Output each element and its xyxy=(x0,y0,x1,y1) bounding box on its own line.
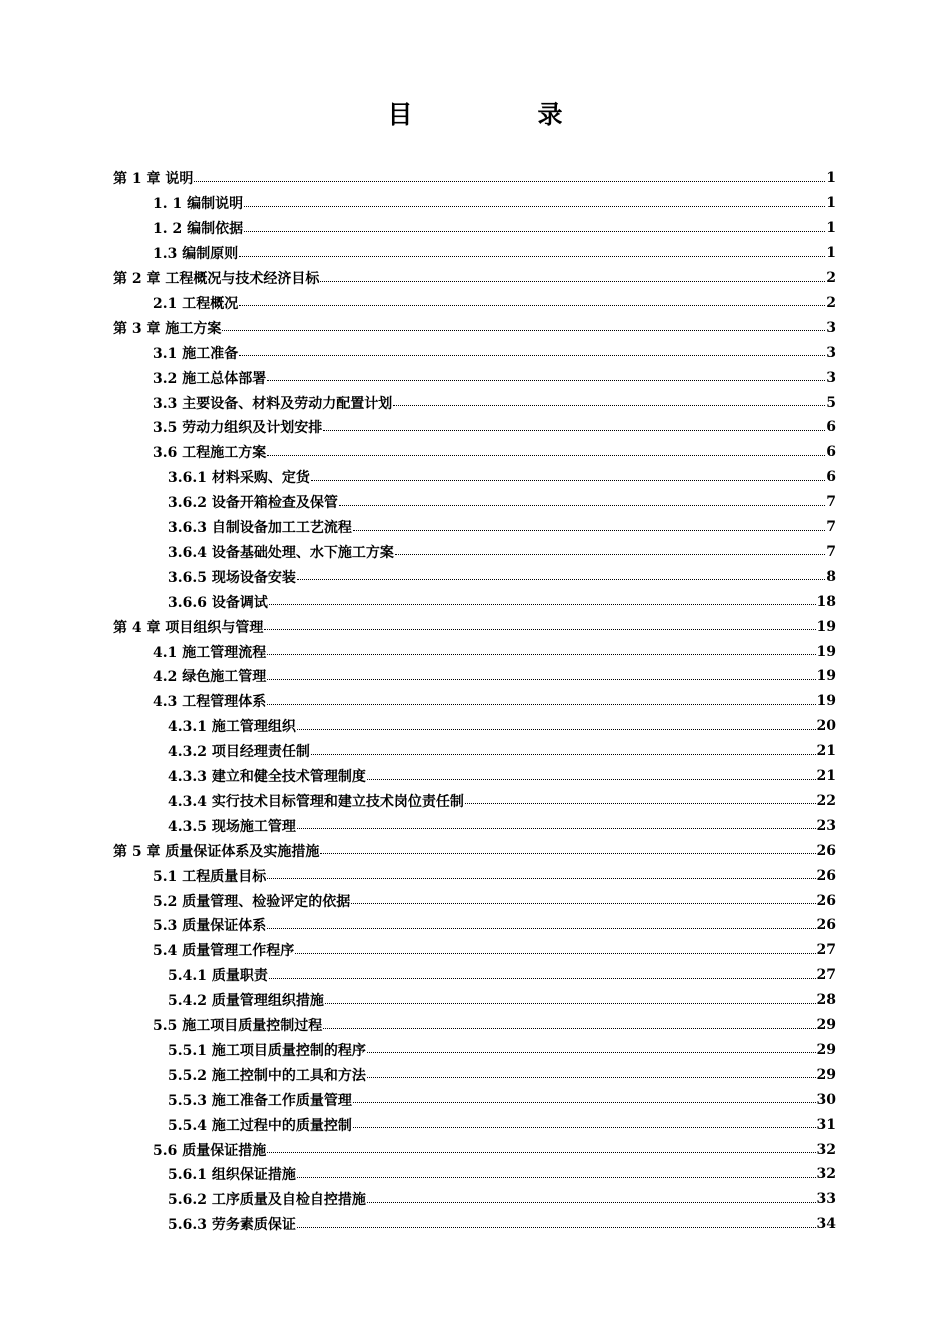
toc-entry-label: 4.2 绿色施工管理 xyxy=(153,669,267,686)
toc-dot-leader xyxy=(244,231,825,232)
toc-entry[interactable] xyxy=(153,863,836,888)
toc-entry[interactable] xyxy=(113,838,836,863)
toc-entry[interactable] xyxy=(168,714,836,739)
toc-entry-label: 4.3.3 建立和健全技术管理制度 xyxy=(168,769,366,786)
toc-entry-page-number: 1 xyxy=(826,170,836,187)
toc-entry-label: 4.3.1 施工管理组织 xyxy=(168,719,296,736)
toc-dot-leader xyxy=(325,1003,816,1004)
toc-entry[interactable] xyxy=(168,1062,836,1087)
toc-entry-page-number: 27 xyxy=(816,942,836,959)
toc-dot-leader xyxy=(269,978,816,979)
toc-dot-leader xyxy=(297,828,816,829)
toc-entry-page-number: 2 xyxy=(826,294,836,311)
toc-entry[interactable] xyxy=(168,1212,836,1237)
toc-dot-leader xyxy=(320,281,825,282)
toc-entry[interactable] xyxy=(168,739,836,764)
toc-entry[interactable] xyxy=(153,415,836,440)
toc-entry-label: 3.6.1 材料采购、定货 xyxy=(168,470,310,487)
toc-entry[interactable] xyxy=(168,1112,836,1137)
toc-entry-label: 第 1 章 说明 xyxy=(113,171,194,188)
toc-dot-leader xyxy=(297,1177,816,1178)
toc-entry-label: 3.5 劳动力组织及计划安排 xyxy=(153,420,323,437)
toc-dot-leader xyxy=(239,305,825,306)
toc-entry-label: 3.6.4 设备基础处理、水下施工方案 xyxy=(168,544,394,561)
toc-entry-page-number: 26 xyxy=(816,917,836,934)
toc-entry-page-number: 1 xyxy=(826,245,836,262)
toc-entry-label: 第 2 章 工程概况与技术经济目标 xyxy=(113,271,320,288)
toc-entry-label: 5.6.2 工序质量及自检自控措施 xyxy=(168,1192,366,1209)
toc-entry[interactable] xyxy=(168,564,836,589)
toc-entry-page-number: 20 xyxy=(816,718,836,735)
toc-entry-label: 3.6 工程施工方案 xyxy=(153,445,267,462)
toc-entry-page-number: 8 xyxy=(826,568,836,585)
toc-dot-leader xyxy=(267,928,815,929)
toc-entry-label: 4.1 施工管理流程 xyxy=(153,644,267,661)
toc-dot-leader xyxy=(267,704,815,705)
toc-dot-leader xyxy=(353,1102,816,1103)
toc-dot-leader xyxy=(297,729,816,730)
toc-entry-label: 5.5 施工项目质量控制过程 xyxy=(153,1018,323,1035)
toc-entry[interactable] xyxy=(168,589,836,614)
toc-entry-label: 3.1 施工准备 xyxy=(153,345,239,362)
toc-entry-page-number: 29 xyxy=(816,1066,836,1083)
toc-entry[interactable] xyxy=(153,241,836,266)
toc-entry-label: 1. 1 编制说明 xyxy=(153,196,244,213)
toc-entry-label: 5.1 工程质量目标 xyxy=(153,868,267,885)
toc-entry[interactable] xyxy=(168,515,836,540)
toc-dot-leader xyxy=(194,181,825,182)
toc-dot-leader xyxy=(393,405,825,406)
toc-entry-page-number: 7 xyxy=(826,543,836,560)
toc-entry[interactable] xyxy=(113,266,836,291)
toc-entry[interactable] xyxy=(153,913,836,938)
toc-dot-leader xyxy=(267,1152,815,1153)
toc-entry-page-number: 21 xyxy=(816,768,836,785)
toc-entry-page-number: 19 xyxy=(816,618,836,635)
toc-entry-page-number: 5 xyxy=(826,394,836,411)
toc-entry-page-number: 34 xyxy=(816,1216,836,1233)
toc-entry-page-number: 30 xyxy=(816,1091,836,1108)
toc-dot-leader xyxy=(367,1052,816,1053)
toc-dot-leader xyxy=(295,953,815,954)
toc-entry-page-number: 19 xyxy=(816,643,836,660)
toc-entry-page-number: 29 xyxy=(816,1017,836,1034)
toc-entry[interactable] xyxy=(153,440,836,465)
toc-entry-page-number: 6 xyxy=(826,419,836,436)
toc-dot-leader xyxy=(297,579,825,580)
toc-entry-label: 3.6.5 现场设备安装 xyxy=(168,569,296,586)
toc-dot-leader xyxy=(239,256,825,257)
toc-entry[interactable] xyxy=(168,1162,836,1187)
toc-dot-leader xyxy=(269,604,816,605)
toc-dot-leader xyxy=(267,455,825,456)
toc-entry[interactable] xyxy=(153,191,836,216)
toc-dot-leader xyxy=(395,554,825,555)
toc-entry[interactable] xyxy=(168,540,836,565)
toc-entry-label: 1.3 编制原则 xyxy=(153,246,239,263)
toc-dot-leader xyxy=(311,754,816,755)
toc-entry[interactable] xyxy=(168,1087,836,1112)
toc-entry[interactable] xyxy=(153,938,836,963)
toc-entry-page-number: 6 xyxy=(826,444,836,461)
toc-dot-leader xyxy=(323,1028,815,1029)
toc-dot-leader xyxy=(367,1077,816,1078)
toc-entry-label: 5.6 质量保证措施 xyxy=(153,1142,267,1159)
toc-entry-page-number: 31 xyxy=(816,1116,836,1133)
toc-entry-page-number: 33 xyxy=(816,1191,836,1208)
toc-dot-leader xyxy=(222,330,825,331)
toc-entry[interactable] xyxy=(153,291,836,316)
toc-entry[interactable] xyxy=(153,664,836,689)
toc-entry-label: 5.4.1 质量职责 xyxy=(168,968,268,985)
toc-entry-label: 4.3 工程管理体系 xyxy=(153,694,267,711)
toc-entry-page-number: 19 xyxy=(816,693,836,710)
toc-entry-label: 4.3.4 实行技术目标管理和建立技术岗位责任制 xyxy=(168,793,464,810)
toc-entry[interactable] xyxy=(168,764,836,789)
toc-entry[interactable] xyxy=(168,490,836,515)
toc-entry[interactable] xyxy=(153,216,836,241)
toc-entry[interactable] xyxy=(153,1137,836,1162)
toc-dot-leader xyxy=(244,206,825,207)
toc-entry-label: 1. 2 编制依据 xyxy=(153,221,244,238)
toc-dot-leader xyxy=(465,803,816,804)
page-title: 目 录 xyxy=(387,100,613,129)
toc-entry[interactable] xyxy=(168,988,836,1013)
toc-entry[interactable] xyxy=(153,340,836,365)
toc-entry[interactable] xyxy=(168,963,836,988)
toc-dot-leader xyxy=(267,878,815,879)
toc-entry-label: 5.4.2 质量管理组织措施 xyxy=(168,993,324,1010)
toc-entry-page-number: 29 xyxy=(816,1041,836,1058)
toc-entry-label: 5.6.3 劳务素质保证 xyxy=(168,1217,296,1234)
toc-entry-label: 5.5.2 施工控制中的工具和方法 xyxy=(168,1067,366,1084)
toc-dot-leader xyxy=(339,505,825,506)
toc-dot-leader xyxy=(264,629,815,630)
toc-entry-label: 4.3.5 现场施工管理 xyxy=(168,818,296,835)
toc-dot-leader xyxy=(297,1227,816,1228)
toc-entry-page-number: 26 xyxy=(816,842,836,859)
toc-entry-page-number: 27 xyxy=(816,967,836,984)
toc-entry-page-number: 21 xyxy=(816,743,836,760)
toc-entry-label: 3.2 施工总体部署 xyxy=(153,370,267,387)
toc-dot-leader xyxy=(320,853,815,854)
toc-entry[interactable] xyxy=(168,1038,836,1063)
toc-entry-page-number: 32 xyxy=(816,1141,836,1158)
toc-entry[interactable] xyxy=(153,689,836,714)
toc-dot-leader xyxy=(323,430,825,431)
toc-entry-label: 3.6.6 设备调试 xyxy=(168,594,268,611)
toc-entry-label: 5.5.1 施工项目质量控制的程序 xyxy=(168,1042,366,1059)
toc-entry-page-number: 26 xyxy=(816,892,836,909)
toc-entry-label: 第 4 章 项目组织与管理 xyxy=(113,619,264,636)
toc-entry-page-number: 32 xyxy=(816,1166,836,1183)
toc-entry-label: 5.2 质量管理、检验评定的依据 xyxy=(153,893,351,910)
toc-entry-page-number: 2 xyxy=(826,270,836,287)
toc-entry[interactable] xyxy=(168,789,836,814)
toc-entry-label: 3.6.3 自制设备加工工艺流程 xyxy=(168,520,352,537)
toc-dot-leader xyxy=(353,530,825,531)
toc-entry-label: 5.5.3 施工准备工作质量管理 xyxy=(168,1092,352,1109)
toc-entry-label: 第 5 章 质量保证体系及实施措施 xyxy=(113,843,320,860)
toc-entry-page-number: 3 xyxy=(826,369,836,386)
toc-entry-page-number: 6 xyxy=(826,469,836,486)
toc-entry[interactable] xyxy=(153,365,836,390)
toc-entry-page-number: 3 xyxy=(826,344,836,361)
toc-dot-leader xyxy=(311,480,825,481)
toc-entry-page-number: 19 xyxy=(816,668,836,685)
toc-dot-leader xyxy=(367,779,816,780)
toc-entry-label: 第 3 章 施工方案 xyxy=(113,320,222,337)
toc-entry-page-number: 23 xyxy=(816,817,836,834)
toc-entry[interactable] xyxy=(153,390,836,415)
toc-entry-label: 4.3.2 项目经理责任制 xyxy=(168,744,310,761)
toc-dot-leader xyxy=(239,355,825,356)
toc-dot-leader xyxy=(353,1127,816,1128)
toc-entry[interactable] xyxy=(168,1187,836,1212)
toc-dot-leader xyxy=(367,1202,816,1203)
toc-dot-leader xyxy=(267,380,825,381)
toc-dot-leader xyxy=(267,679,815,680)
toc-entry-page-number: 7 xyxy=(826,494,836,511)
toc-entry-page-number: 1 xyxy=(826,195,836,212)
toc-entry-label: 5.6.1 组织保证措施 xyxy=(168,1167,296,1184)
toc-entry[interactable] xyxy=(168,813,836,838)
toc-entry[interactable] xyxy=(113,315,836,340)
toc-entry-page-number: 22 xyxy=(816,792,836,809)
toc-entry[interactable] xyxy=(113,166,836,191)
toc-entry-page-number: 26 xyxy=(816,867,836,884)
toc-dot-leader xyxy=(267,654,815,655)
toc-entry-label: 5.4 质量管理工作程序 xyxy=(153,943,295,960)
toc-entry[interactable] xyxy=(153,639,836,664)
toc-entry-page-number: 1 xyxy=(826,220,836,237)
toc-entry[interactable] xyxy=(153,888,836,913)
toc-dot-leader xyxy=(351,903,815,904)
toc-entry-page-number: 18 xyxy=(816,593,836,610)
toc-entry[interactable] xyxy=(168,465,836,490)
toc-entry[interactable] xyxy=(153,1013,836,1038)
toc-entry-label: 5.3 质量保证体系 xyxy=(153,918,267,935)
toc-entry-label: 2.1 工程概况 xyxy=(153,295,239,312)
toc-entry-page-number: 28 xyxy=(816,992,836,1009)
toc-entry[interactable] xyxy=(113,614,836,639)
toc-entry-label: 5.5.4 施工过程中的质量控制 xyxy=(168,1117,352,1134)
toc-entry-page-number: 7 xyxy=(826,519,836,536)
toc-entry-page-number: 3 xyxy=(826,319,836,336)
toc-entry-label: 3.3 主要设备、材料及劳动力配置计划 xyxy=(153,395,393,412)
toc-entry-label: 3.6.2 设备开箱检查及保管 xyxy=(168,495,338,512)
